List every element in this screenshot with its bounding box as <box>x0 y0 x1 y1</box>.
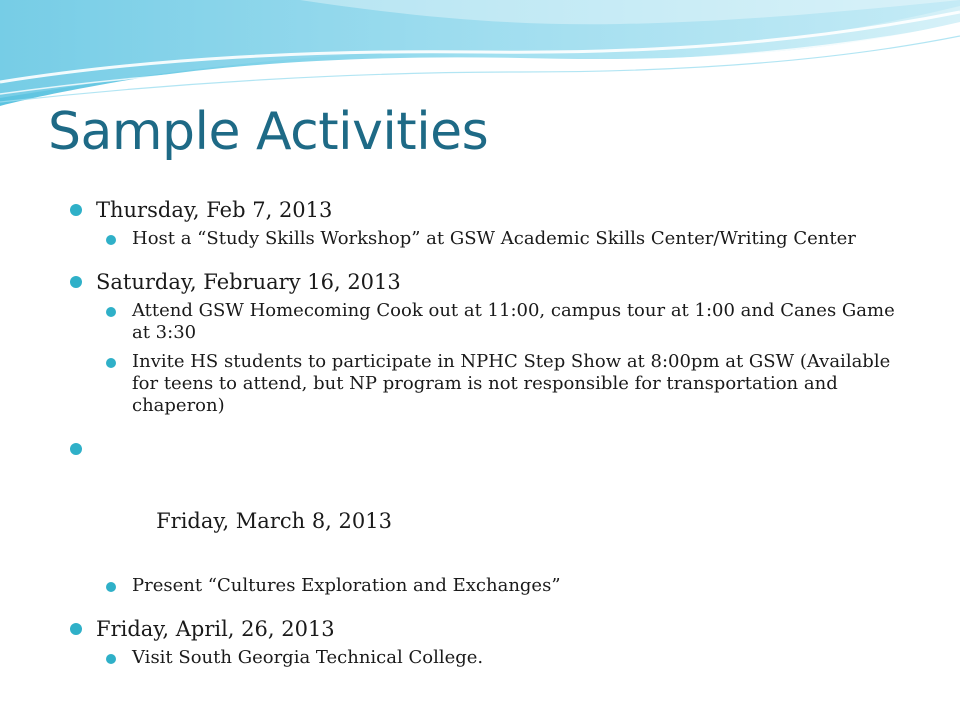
activity-date <box>70 431 920 575</box>
bullet-icon <box>106 235 116 245</box>
activity-item-text: Host a “Study Skills Workshop” at GSW Academic Skills Center/Writing Center <box>132 228 856 249</box>
activity-item-text: Invite HS students to participate in NPHC Step Show at 8:00pm at GSW (Available for teens to attend, but NP program is not responsible for transportation and chaperon) <box>132 351 891 416</box>
bullet-icon <box>106 582 116 592</box>
bullet-icon <box>106 358 116 368</box>
wave-banner <box>0 0 960 110</box>
activity-item-text: Visit South Georgia Technical College. <box>132 647 484 668</box>
activity-item-text: Attend GSW Homecoming Cook out at 11:00, campus tour at 1:00 and Canes Game at 3:30 <box>132 300 895 343</box>
activity-item <box>106 228 902 250</box>
activities-list <box>70 192 920 683</box>
activity-date <box>70 611 920 647</box>
bullet-icon <box>106 654 116 664</box>
activity-date <box>70 192 920 228</box>
activity-item <box>106 351 902 417</box>
activity-group <box>70 611 920 669</box>
bullet-icon <box>106 307 116 317</box>
activity-date-text: Thursday, Feb 7, 2013 <box>96 198 333 222</box>
activity-date-text: Saturday, February 16, 2013 <box>96 270 401 294</box>
activity-item-text: Present “Cultures Exploration and Exchanges” <box>132 575 561 596</box>
bullet-icon <box>70 443 82 455</box>
activity-group <box>70 264 920 417</box>
bullet-icon <box>70 204 82 216</box>
activity-item <box>106 575 902 597</box>
activity-group <box>70 431 920 597</box>
activity-group <box>70 192 920 250</box>
activity-item <box>106 300 902 344</box>
bullet-icon <box>70 623 82 635</box>
slide-title: Sample Activities <box>48 102 489 162</box>
activity-date-text: Friday, April, 26, 2013 <box>96 617 335 641</box>
activity-date-text: Friday, March 8, 2013 <box>149 509 392 533</box>
activity-date <box>70 264 920 300</box>
activity-item <box>106 647 902 669</box>
bullet-icon <box>70 276 82 288</box>
